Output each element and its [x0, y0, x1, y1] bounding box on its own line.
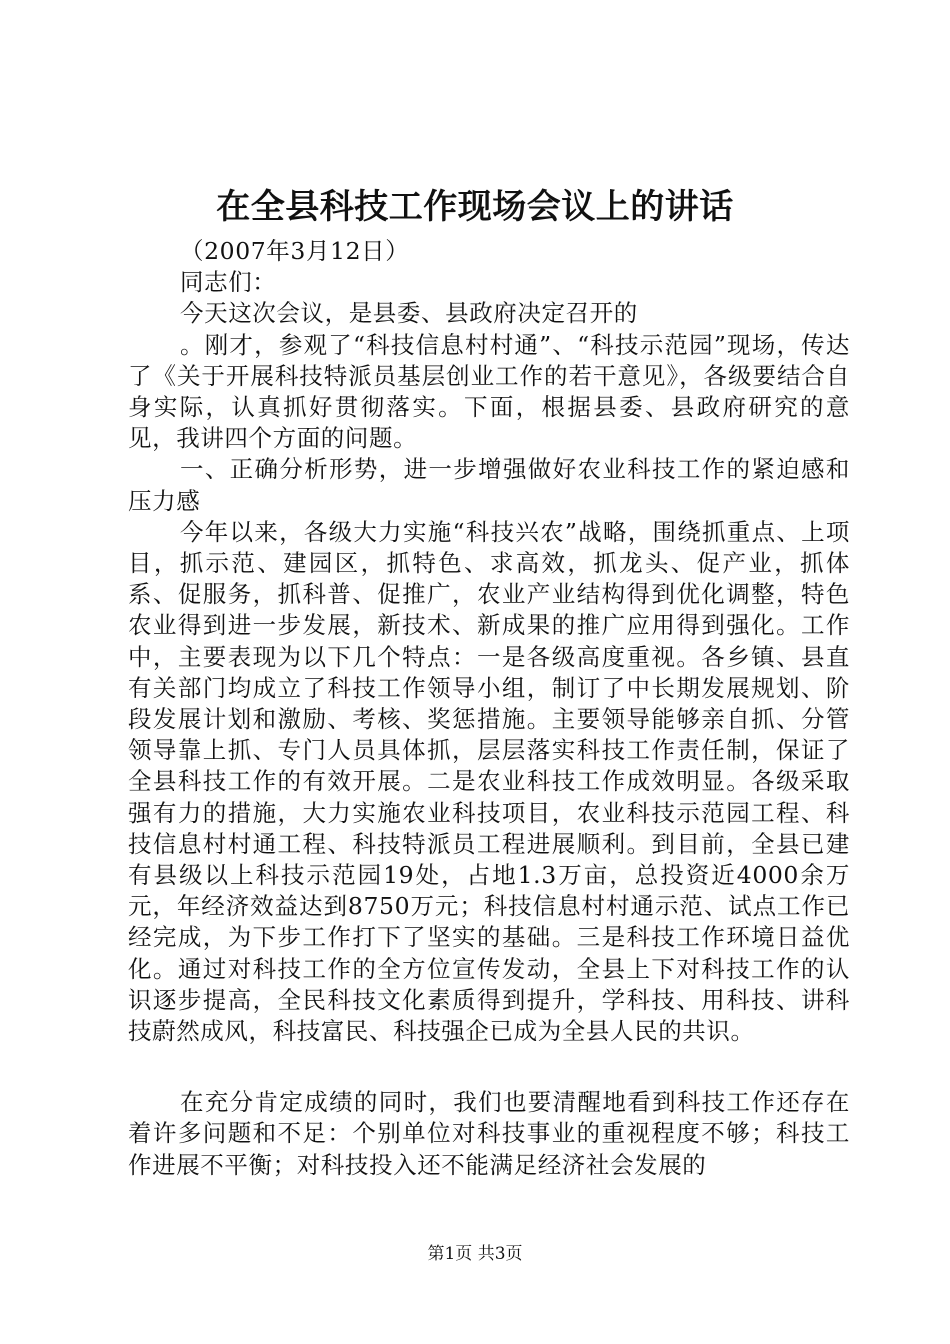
salutation: 同志们： — [180, 268, 277, 297]
speech-date: （2007年3月12日） — [180, 237, 410, 265]
document-body — [128, 236, 850, 1181]
problems-paragraph: 在充分肯定成绩的同时，我们也要清醒地看到科技工作还存在着许多问题和不足：个别单位对科技事业的重视程度不够；科技工作进展不平衡；对科技投入还不能满足经济社会发展的 — [128, 1088, 850, 1179]
document-title: 在全县科技工作现场会议上的讲话 — [216, 187, 734, 227]
intro-line: 今天这次会议，是县委、县政府决定召开的 — [180, 299, 638, 328]
intro-paragraph: 。刚才，参观了“科技信息村村通”、“科技示范园”现场，传达了《关于开展科技特派员基层创业工作的若干意见》，各级要结合自身实际，认真抓好贯彻落实。下面，根据县委、县政府研究的意见，我讲四个方面的问题。 — [128, 330, 850, 453]
section-heading: 一、正确分析形势，进一步增强做好农业科技工作的紧迫感和压力感 — [128, 455, 850, 515]
page-footer: 第1页 共3页 — [427, 1244, 523, 1264]
achievements-paragraph: 今年以来，各级大力实施“科技兴农”战略，围绕抓重点、上项目，抓示范、建园区，抓特色、求高效，抓龙头、促产业，抓体系、促服务，抓科普、促推广，农业产业结构得到优化调整，特色农业得到进一步发展，新技术、新成果的推广应用得到强化。工作中，主要表现为以下几个特点：一是各级高度重视。各乡镇、县直有关部门均成立了科技工作领导小组，制订了中长期发展规划、阶段发展计划和激励、考核、奖惩措施。主要领导能够亲自抓、分管领导靠上抓、专门人员具体抓，层层落实科技工作责任制，保证了全县科技工作的有效开展。二是农业科技工作成效明显。各级采取强有力的措施，大力实施农业科技项目，农业科技示范园工程、科技信息村村通工程、科技特派员工程进展顺利。到目前，全县已建有县级以上科技示范园19处，占地1.3万亩，总投资近4000余万元，年经济效益达到8750万元；科技信息村村通示范、试点工作已经完成，为下步工作打下了坚实的基础。三是科技工作环境日益优化。通过对科技工作的全方位宣传发动，全县上下对科技工作的认识逐步提高，全民科技文化素质得到提升，学科技、用科技、讲科技蔚然成风，科技富民、科技强企已成为全县人民的共识。 — [128, 517, 850, 1046]
